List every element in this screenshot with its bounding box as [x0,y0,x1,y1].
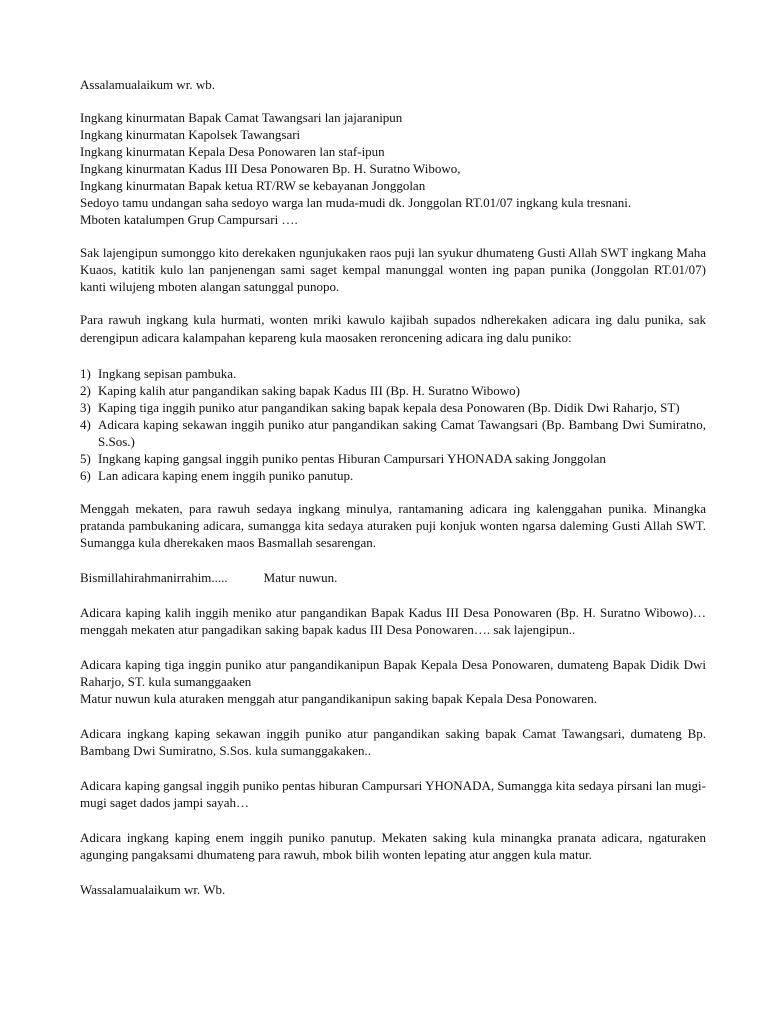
salutation-line: Ingkang kinurmatan Kadus III Desa Ponowaren Bp. H. Suratno Wibowo, [80,161,461,176]
list-item-number: 2) [80,383,91,398]
list-item [80,450,706,467]
paragraph-kades-thanks: Matur nuwun kula aturaken menggah atur pangandikanipun saking bapak Kepala Desa Ponowaren. [80,691,597,706]
paragraph-kades: Adicara kaping tiga inggin puniko atur pangandikanipun Bapak Kepala Desa Ponowaren, dumateng Bapak Didik Dwi Raharjo, ST. kula sumanggaaken [80,657,706,689]
list-item-text: Kaping tiga inggih puniko atur pangandikan saking bapak kepala desa Ponowaren (Bp. Didik Dwi Raharjo, ST) [98,400,680,415]
greeting: Assalamualaikum wr. wb. [80,77,216,92]
agenda-list [80,365,706,484]
basmalah-text: Bismillahirahmanirrahim..... [80,570,228,585]
paragraph-hiburan: Adicara kaping gangsal inggih puniko pentas hiburan Campursari YHONADA, Sumangga kita sedaya pirsani lan mugi-mugi saget dados jampi sayah… [80,778,706,810]
salutation-line: Ingkang kinurmatan Bapak ketua RT/RW se kebayanan Jonggolan [80,178,426,193]
paragraph-intro: Para rawuh ingkang kula hurmati, wonten mriki kawulo kajibah supados ndherekaken adicara ing dalu punika, sak derengipun adicara kalampahan kepareng kula maosaken reroncening adicara ing dalu puniko: [80,312,706,345]
paragraph-camat: Adicara ingkang kaping sekawan inggih puniko atur pangandikan saking bapak Camat Tawangsari, dumateng Bp. Bambang Dwi Sumiratno, S.Sos. kula sumanggakaken.. [80,726,706,758]
salutation-line: Ingkang kinurmatan Bapak Camat Tawangsari lan jajaranipun [80,110,403,125]
list-item-text: Kaping kalih atur pangandikan saking bapak Kadus III (Bp. H. Suratno Wibowo) [98,383,521,398]
list-item [80,399,706,416]
list-item-text: Ingkang sepisan pambuka. [98,366,237,381]
salutation-line: Ingkang kinurmatan Kepala Desa Ponowaren lan staf-ipun [80,144,385,159]
paragraph-kadus: Adicara kaping kalih inggih meniko atur pangandikan Bapak Kadus III Desa Ponowaren (Bp. H. Suratno Wibowo)… menggah mekaten atur pangadikan saking bapak kadus III Desa Ponowaren…. sak lajengipun.. [80,605,706,637]
list-item-number: 5) [80,451,91,466]
salutation-guests: Sedoyo tamu undangan saha sedoyo warga lan muda-mudi dk. Jonggolan RT.01/07 ingkang kula tresnani. [80,195,632,210]
list-item [80,416,706,450]
list-item-text: Ingkang kaping gangsal inggih puniko pentas Hiburan Campursari YHONADA saking Jonggolan [98,451,606,466]
paragraph-closing: Adicara ingkang kaping enem inggih puniko panutup. Mekaten saking kula minangka pranata adicara, ngaturaken agunging pangaksami dhumateng para rawuh, mbok bilih wonten lepating atur anggen kula matur. [80,830,706,862]
list-item [80,467,706,484]
paragraph-gratitude: Sak lajengipun sumonggo kito derekaken ngunjukaken raos puji lan syukur dhumateng Gusti Allah SWT ingkang Maha Kuaos, katitik kulo lan panjenengan sami saget kempal manunggal wonten ing papan punika (Jonggolan RT.01/07) kanti wilujeng mboten alangan satunggal punopo. [80,245,706,294]
salutation-line: Ingkang kinurmatan Kapolsek Tawangsari [80,127,301,142]
list-item-number: 1) [80,366,91,381]
document-page [80,76,706,898]
list-item-number: 3) [80,400,91,415]
list-item-text: Adicara kaping sekawan inggih puniko atur pangandikan saking Camat Tawangsari (Bp. Bambang Dwi Sumiratno, S.Sos.) [98,417,706,449]
thanks-text: Matur nuwun. [263,570,338,585]
basmalah-line [80,569,706,586]
salutation-list [80,109,706,228]
list-item [80,365,706,382]
list-item [80,382,706,399]
list-item-number: 6) [80,468,91,483]
list-item-text: Lan adicara kaping enem inggih puniko panutup. [98,468,354,483]
farewell: Wassalamualaikum wr. Wb. [80,882,226,897]
list-item-number: 4) [80,417,91,432]
paragraph-opening: Menggah mekaten, para rawuh sedaya ingkang minulya, rantamaning adicara ing kalenggahan punika. Minangka pratanda pambukaning adicara, sumangga kita sedaya aturaken puji konjuk wonten ngarsa daleming Gusti Allah SWT. Sumangga kula dherekaken maos Basmallah sesarengan. [80,501,706,550]
salutation-group: Mboten katalumpen Grup Campursari …. [80,212,298,227]
